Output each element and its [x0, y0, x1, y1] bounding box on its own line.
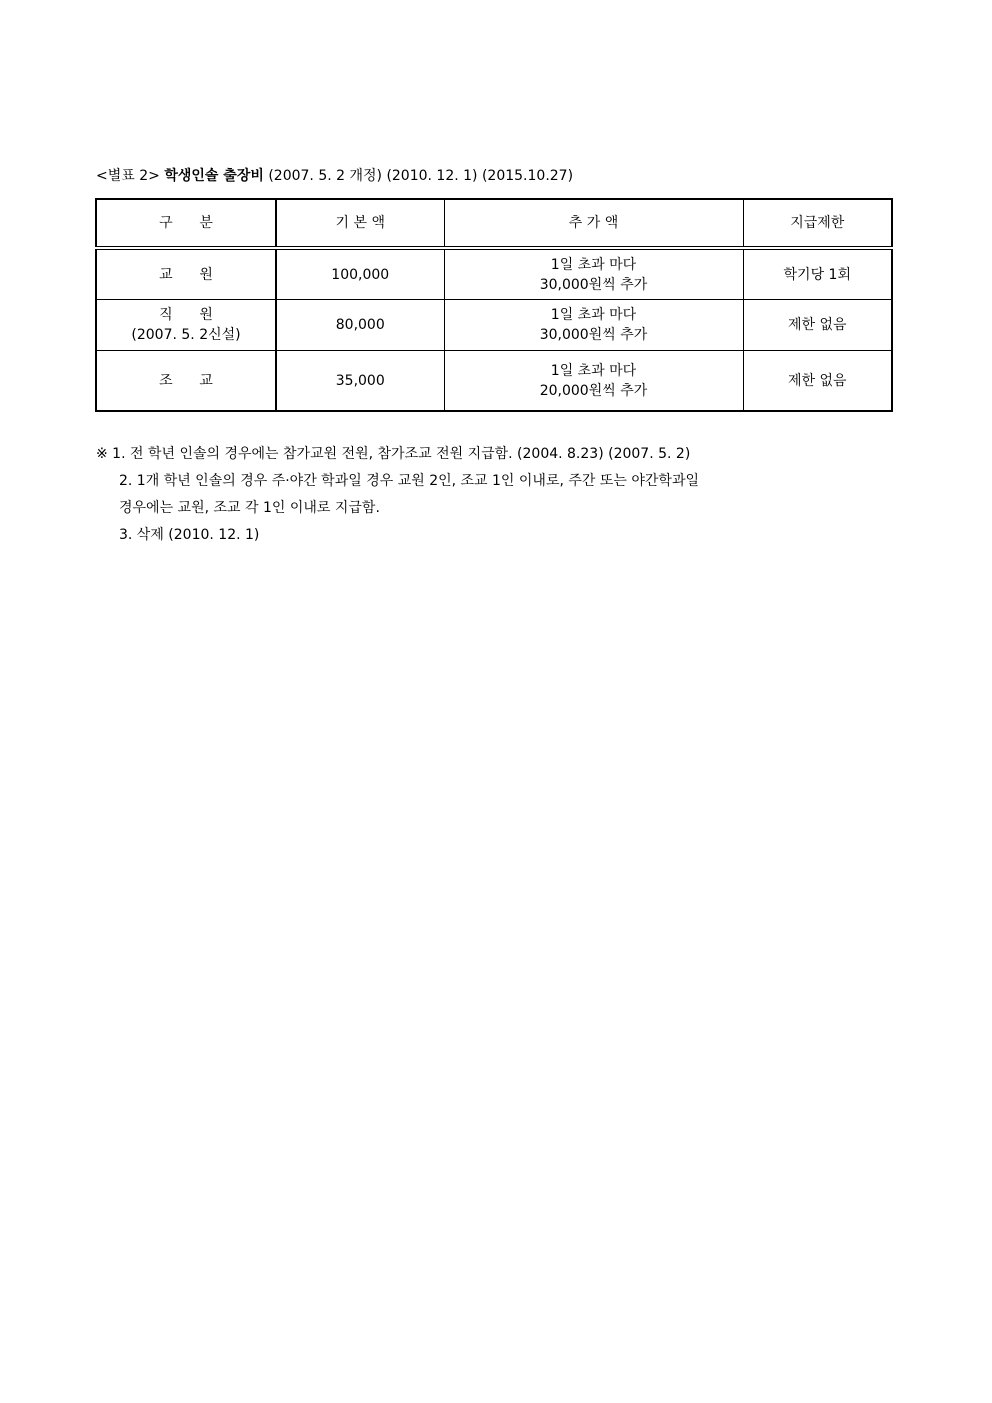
footnotes	[96, 441, 896, 549]
header-extra-amount: 추 가 액	[444, 199, 743, 248]
table-header-row	[96, 199, 892, 248]
cell-payment-limit: 학기당 1회	[743, 248, 892, 300]
caption-title: 학생인솔 출장비	[164, 168, 264, 184]
cell-extra-amount: 1일 초과 마다 30,000원씩 추가	[444, 300, 743, 351]
header-category: 구 분	[96, 199, 276, 248]
cell-base-amount: 35,000	[276, 351, 444, 412]
cell-extra-amount: 1일 초과 마다 30,000원씩 추가	[444, 248, 743, 300]
cell-payment-limit: 제한 없음	[743, 300, 892, 351]
cell-payment-limit: 제한 없음	[743, 351, 892, 412]
cell-category: 조 교	[96, 351, 276, 412]
footnote-2-continued: 경우에는 교원, 조교 각 1인 이내로 지급함.	[119, 500, 380, 516]
footnote-1: ※ 1. 전 학년 인솔의 경우에는 참가교원 전원, 참가조교 전원 지급함. (2004. 8.23) (2007. 5. 2)	[96, 446, 691, 462]
cell-base-amount: 80,000	[276, 300, 444, 351]
header-base-amount: 기 본 액	[276, 199, 444, 248]
cell-category: 직 원 (2007. 5. 2신설)	[96, 300, 276, 351]
table-row	[96, 351, 892, 412]
caption-prefix: <별표 2>	[96, 168, 165, 184]
travel-expense-table	[95, 198, 893, 412]
cell-extra-amount: 1일 초과 마다 20,000원씩 추가	[444, 351, 743, 412]
table-row	[96, 300, 892, 351]
cell-base-amount: 100,000	[276, 248, 444, 300]
footnote-2: 2. 1개 학년 인솔의 경우 주·야간 학과일 경우 교원 2인, 조교 1인 이내로, 주간 또는 야간학과일	[119, 473, 699, 489]
cell-category: 교 원	[96, 248, 276, 300]
table-caption	[96, 166, 573, 186]
header-payment-limit: 지급제한	[743, 199, 892, 248]
table-row	[96, 248, 892, 300]
caption-suffix: (2007. 5. 2 개정) (2010. 12. 1) (2015.10.27)	[263, 168, 574, 184]
footnote-3: 3. 삭제 (2010. 12. 1)	[119, 527, 260, 543]
